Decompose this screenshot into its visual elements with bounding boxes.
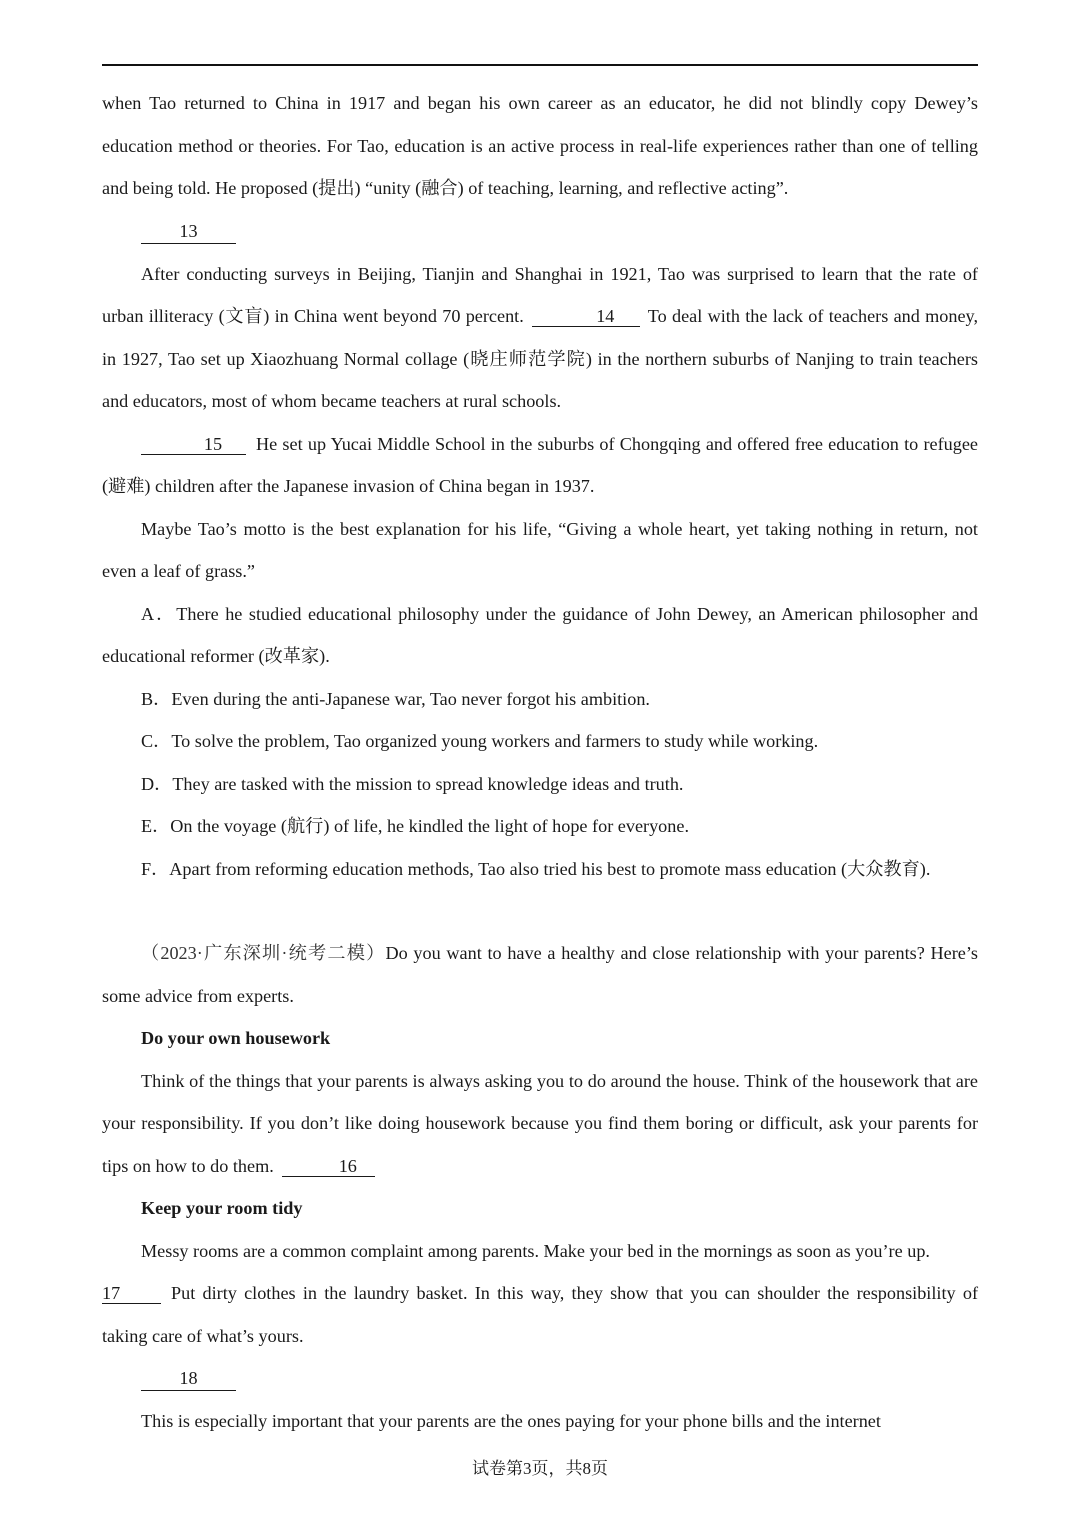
page-footer: 试卷第3页，共8页 xyxy=(472,1459,608,1478)
blank-16: 16 xyxy=(282,1156,375,1177)
housework-text: Think of the things that your parents is always asking you to do around the house. Think of the housework that are your responsibility. If you don’t like doing housework because you find them boring or difficult, ask your parents for tips on how to do them. xyxy=(102,1070,978,1176)
option-c: C．To solve the problem, Tao organized young workers and farmers to study while working. xyxy=(141,731,819,751)
heading-housework: Do your own housework xyxy=(141,1028,331,1048)
intro-text: Do you want to have a healthy and close relationship with your parents? Here’s some advice from experts. xyxy=(102,943,978,1006)
normal-college-text: To deal with the lack of teachers and money, in 1927, Tao set up Xiaozhuang Normal collage (晓庄师范学院) in the northern suburbs of Nanjing to train teachers and educators, most of whom became teachers at rural schools. xyxy=(102,306,978,411)
laundry-text: Put dirty clothes in the laundry basket. In this way, they show that you can shoulder the responsibility of taking care of what’s yours. xyxy=(102,1283,978,1346)
paragraph-illiteracy xyxy=(102,253,978,423)
blank-17: 17 xyxy=(102,1283,161,1304)
option-f: F．Apart from reforming education methods, Tao also tried his best to promote mass education (大众教育). xyxy=(141,858,931,879)
option-b: B．Even during the anti-Japanese war, Tao never forgot his ambition. xyxy=(141,688,650,709)
option-d: D．They are tasked with the mission to spread knowledge ideas and truth. xyxy=(141,773,684,794)
blank-13: 13 xyxy=(141,219,236,244)
illiteracy-text: After conducting surveys in Beijing, Tianjin and Shanghai in 1921, Tao was surprised to learn that the rate of urban illiteracy (文盲) in China went beyond 70 percent. xyxy=(102,263,978,326)
header-rule xyxy=(102,64,978,66)
blank-14: 14 xyxy=(532,306,640,327)
paragraph-motto: Maybe Tao’s motto is the best explanation for his life, “Giving a whole heart, yet taking nothing in return, not even a leaf of grass.” xyxy=(102,518,978,581)
option-a: A．There he studied educational philosophy under the guidance of John Dewey, an American philosopher and educational reformer (改革家). xyxy=(102,603,978,666)
paragraph-laundry xyxy=(102,1272,978,1357)
blank-15: 15 xyxy=(141,434,246,455)
paragraph-phone-bills: This is especially important that your parents are the ones paying for your phone bills and the internet xyxy=(141,1411,881,1431)
yucai-text: He set up Yucai Middle School in the suburbs of Chongqing and offered free education to refugee (避难) children after the Japanese invasion of China began in 1937. xyxy=(102,433,978,496)
blank-18: 18 xyxy=(141,1366,236,1391)
paragraph-tao-return: when Tao returned to China in 1917 and began his own career as an educator, he did not blindly copy Dewey’s education method or theories. For Tao, education is an active process in real-life experiences rather than one of telling and being told. He proposed (提出) “unity (融合) of teaching, learning, and reflective acting”. xyxy=(102,93,978,198)
page-content xyxy=(102,82,978,1443)
messy-room-text: Messy rooms are a common complaint among parents. Make your bed in the mornings as soon as you’re up. xyxy=(141,1240,930,1261)
paragraph-yucai xyxy=(102,423,978,508)
paragraph-intro xyxy=(102,932,978,1017)
heading-tidy-room: Keep your room tidy xyxy=(141,1198,303,1218)
option-e: E．On the voyage (航行) of life, he kindled the light of hope for everyone. xyxy=(141,816,689,836)
question-source: （2023·广东深圳·统考二模） xyxy=(141,943,386,963)
paragraph-housework xyxy=(102,1060,978,1188)
section-gap xyxy=(102,890,978,932)
paragraph-tidy-room xyxy=(102,1230,978,1273)
